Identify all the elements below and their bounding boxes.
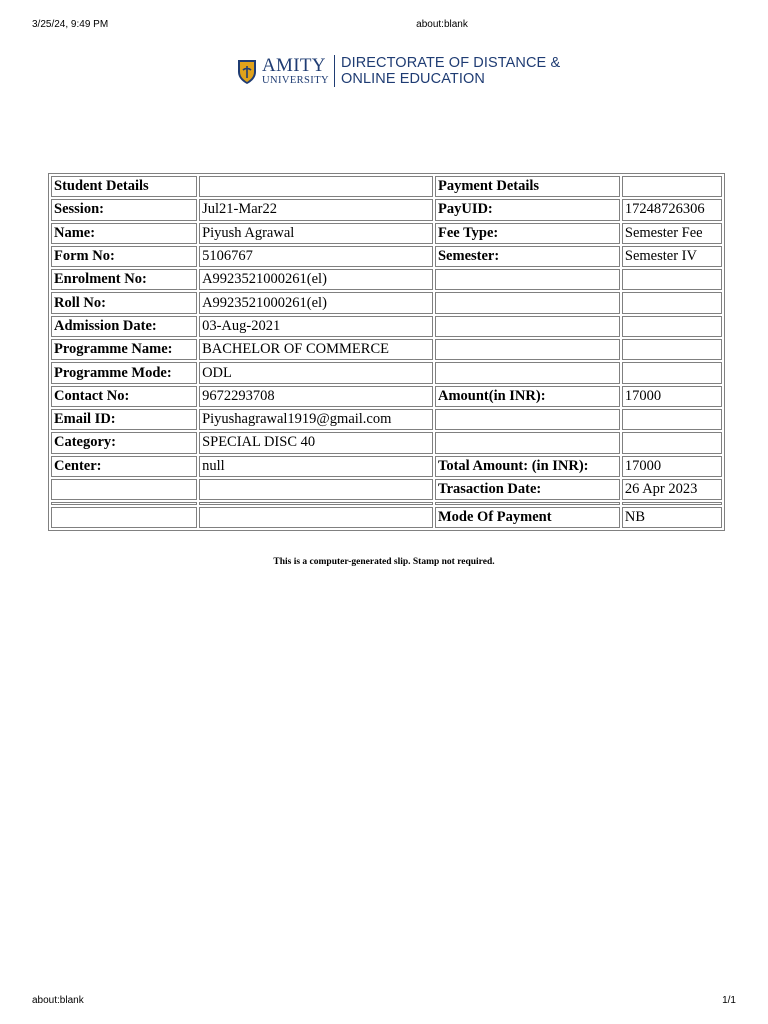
mode-of-payment-value: NB (622, 507, 722, 528)
table-row-mode-of-payment (51, 507, 722, 528)
student-field-value (199, 479, 433, 500)
payment-field-label (435, 362, 620, 383)
student-field-value: 5106767 (199, 246, 433, 267)
empty-cell (622, 176, 722, 197)
payment-field-value: 17000 (622, 456, 722, 477)
student-field-label: Enrolment No: (51, 269, 197, 290)
table-row (51, 292, 722, 313)
payment-field-label: Trasaction Date: (435, 479, 620, 500)
payment-field-value (622, 339, 722, 360)
payment-field-value (622, 292, 722, 313)
brand-sub: UNIVERSITY (262, 74, 329, 86)
computer-generated-note: This is a computer-generated slip. Stamp not required. (273, 557, 495, 567)
table-row (51, 362, 722, 383)
student-field-value: BACHELOR OF COMMERCE (199, 339, 433, 360)
student-field-label: Email ID: (51, 409, 197, 430)
student-field-value: A9923521000261(el) (199, 292, 433, 313)
spacer-cell (51, 502, 197, 505)
table-row (51, 432, 722, 453)
payment-field-label (435, 409, 620, 430)
student-field-value: SPECIAL DISC 40 (199, 432, 433, 453)
payment-field-label (435, 339, 620, 360)
print-page-number: 1/1 (722, 995, 736, 1006)
table-row (51, 246, 722, 267)
amity-crest-icon (236, 57, 258, 85)
print-datetime: 3/25/24, 9:49 PM (32, 19, 109, 30)
empty-cell (199, 176, 433, 197)
student-field-label: Programme Name: (51, 339, 197, 360)
payment-field-label: PayUID: (435, 199, 620, 220)
payment-field-value: Semester IV (622, 246, 722, 267)
logo-divider (334, 55, 335, 87)
student-field-value: null (199, 456, 433, 477)
student-field-label: Center: (51, 456, 197, 477)
student-field-value: A9923521000261(el) (199, 269, 433, 290)
student-field-value: 9672293708 (199, 386, 433, 407)
payment-field-value (622, 269, 722, 290)
brand-name: AMITY (262, 54, 326, 76)
payment-field-label (435, 269, 620, 290)
table-spacer-row (51, 502, 722, 505)
payment-field-value: 17248726306 (622, 199, 722, 220)
spacer-cell (622, 502, 722, 505)
mode-of-payment-label: Mode Of Payment (435, 507, 620, 528)
student-field-label: Contact No: (51, 386, 197, 407)
payment-field-value: 17000 (622, 386, 722, 407)
payment-field-value (622, 362, 722, 383)
table-row (51, 386, 722, 407)
print-page-title: about:blank (416, 19, 468, 30)
student-field-label: Session: (51, 199, 197, 220)
student-field-value: 03-Aug-2021 (199, 316, 433, 337)
table-row (51, 269, 722, 290)
payment-field-value: Semester Fee (622, 223, 722, 244)
payment-field-value: 26 Apr 2023 (622, 479, 722, 500)
student-field-value (199, 507, 433, 528)
student-field-label (51, 507, 197, 528)
student-field-label: Admission Date: (51, 316, 197, 337)
payment-field-label: Fee Type: (435, 223, 620, 244)
student-field-value: Piyush Agrawal (199, 223, 433, 244)
table-header-row (51, 176, 722, 197)
payment-field-value (622, 432, 722, 453)
table-row (51, 223, 722, 244)
student-field-label: Programme Mode: (51, 362, 197, 383)
payment-field-value (622, 409, 722, 430)
directorate-name (341, 55, 560, 87)
student-field-label: Roll No: (51, 292, 197, 313)
student-field-value: Piyushagrawal1919@gmail.com (199, 409, 433, 430)
student-field-value: ODL (199, 362, 433, 383)
table-row (51, 456, 722, 477)
student-details-header: Student Details (51, 176, 197, 197)
amity-logo (236, 53, 560, 89)
payment-field-label (435, 292, 620, 313)
payment-field-label: Semester: (435, 246, 620, 267)
table-row (51, 316, 722, 337)
student-field-label: Category: (51, 432, 197, 453)
payment-field-label: Amount(in INR): (435, 386, 620, 407)
print-footer-url: about:blank (32, 995, 84, 1006)
student-field-label: Name: (51, 223, 197, 244)
payment-details-header: Payment Details (435, 176, 620, 197)
payment-field-label (435, 316, 620, 337)
directorate-line-1: DIRECTORATE OF DISTANCE & (341, 55, 561, 71)
table-row (51, 409, 722, 430)
brand-wordmark (262, 54, 329, 86)
student-field-value: Jul21-Mar22 (199, 199, 433, 220)
payment-field-label: Total Amount: (in INR): (435, 456, 620, 477)
student-field-label: Form No: (51, 246, 197, 267)
payment-field-label (435, 432, 620, 453)
table-row (51, 339, 722, 360)
table-row (51, 479, 722, 500)
spacer-cell (435, 502, 620, 505)
table-row (51, 199, 722, 220)
payment-field-value (622, 316, 722, 337)
spacer-cell (199, 502, 433, 505)
student-field-label (51, 479, 197, 500)
directorate-line-2: ONLINE EDUCATION (341, 71, 485, 87)
fee-slip-table (48, 173, 725, 531)
